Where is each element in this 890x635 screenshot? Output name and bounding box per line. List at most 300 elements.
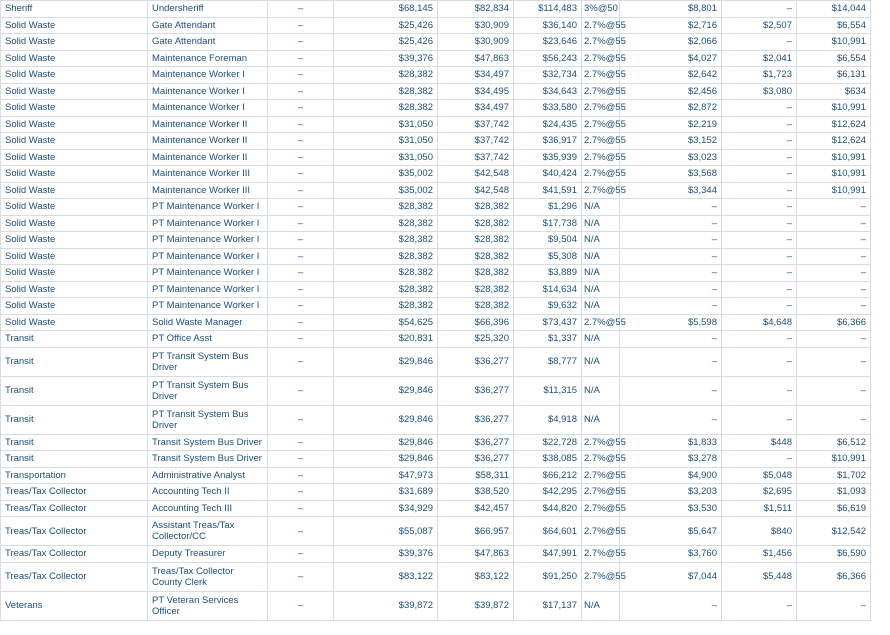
flag-cell: – [268,517,334,546]
benefit-a-cell: $3,568 [620,166,722,183]
benefit-a-cell: $3,203 [620,484,722,501]
benefit-a-cell: – [620,248,722,265]
job-title-cell: Deputy Treasurer [148,546,268,563]
job-title-cell: PT Maintenance Worker I [148,199,268,216]
department-cell: Solid Waste [1,133,148,150]
benefit-c-cell: – [797,331,871,348]
table-body [1,1,871,621]
benefit-a-cell: $3,152 [620,133,722,150]
total-pay-cell: $1,337 [514,331,582,348]
table-row [1,591,871,620]
department-cell: Transportation [1,467,148,484]
benefit-a-cell: $2,872 [620,100,722,117]
benefit-a-cell: – [620,281,722,298]
salary-min-cell: $20,831 [334,331,438,348]
department-cell: Solid Waste [1,67,148,84]
job-title-cell: Maintenance Foreman [148,50,268,67]
benefit-a-cell: – [620,232,722,249]
benefit-c-cell: $6,619 [797,500,871,517]
flag-cell: – [268,248,334,265]
flag-cell: – [268,500,334,517]
benefit-b-cell: – [722,376,797,405]
total-pay-cell: $36,140 [514,17,582,34]
benefit-a-cell: $8,801 [620,1,722,18]
benefit-b-cell: – [722,182,797,199]
department-cell: Solid Waste [1,298,148,315]
retirement-formula-cell: 2.7%@55 [582,34,620,51]
retirement-formula-cell: N/A [582,248,620,265]
flag-cell: – [268,331,334,348]
salary-min-cell: $28,382 [334,100,438,117]
benefit-c-cell: $10,991 [797,100,871,117]
benefit-c-cell: – [797,298,871,315]
table-row [1,248,871,265]
benefit-c-cell: $12,542 [797,517,871,546]
benefit-c-cell: $12,624 [797,133,871,150]
benefit-c-cell: $1,093 [797,484,871,501]
benefit-a-cell: – [620,376,722,405]
salary-min-cell: $29,846 [334,434,438,451]
table-row [1,166,871,183]
salary-min-cell: $28,382 [334,199,438,216]
table-row [1,199,871,216]
flag-cell: – [268,133,334,150]
retirement-formula-cell: 2.7%@55 [582,562,620,591]
salary-min-cell: $29,846 [334,405,438,434]
benefit-b-cell: – [722,34,797,51]
salary-max-cell: $28,382 [438,298,514,315]
retirement-formula-cell: N/A [582,347,620,376]
flag-cell: – [268,467,334,484]
salary-max-cell: $37,742 [438,133,514,150]
retirement-formula-cell: 2.7%@55 [582,500,620,517]
salary-min-cell: $28,382 [334,67,438,84]
salary-max-cell: $42,548 [438,166,514,183]
job-title-cell: PT Maintenance Worker I [148,298,268,315]
department-cell: Solid Waste [1,100,148,117]
benefit-b-cell: – [722,281,797,298]
benefit-b-cell: – [722,248,797,265]
table-row [1,182,871,199]
salary-min-cell: $31,050 [334,149,438,166]
retirement-formula-cell: 2.7%@55 [582,67,620,84]
benefit-a-cell: $5,598 [620,314,722,331]
retirement-formula-cell: N/A [582,331,620,348]
salary-max-cell: $39,872 [438,591,514,620]
salary-min-cell: $83,122 [334,562,438,591]
table-row [1,500,871,517]
department-cell: Solid Waste [1,149,148,166]
table-row [1,562,871,591]
department-cell: Transit [1,331,148,348]
salary-min-cell: $68,145 [334,1,438,18]
salary-max-cell: $47,863 [438,546,514,563]
table-row [1,149,871,166]
total-pay-cell: $66,212 [514,467,582,484]
flag-cell: – [268,166,334,183]
job-title-cell: PT Transit System Bus Driver [148,347,268,376]
retirement-formula-cell: 2.7%@55 [582,484,620,501]
total-pay-cell: $41,591 [514,182,582,199]
salary-max-cell: $58,311 [438,467,514,484]
salary-max-cell: $28,382 [438,232,514,249]
salary-max-cell: $36,277 [438,434,514,451]
table-row [1,376,871,405]
department-cell: Solid Waste [1,34,148,51]
table-row [1,34,871,51]
benefit-c-cell: $14,044 [797,1,871,18]
job-title-cell: Transit System Bus Driver [148,434,268,451]
benefit-c-cell: $10,991 [797,451,871,468]
department-cell: Transit [1,434,148,451]
benefit-a-cell: $2,066 [620,34,722,51]
retirement-formula-cell: 2.7%@55 [582,50,620,67]
benefit-b-cell: – [722,116,797,133]
department-cell: Solid Waste [1,232,148,249]
department-cell: Treas/Tax Collector [1,562,148,591]
benefit-a-cell: – [620,199,722,216]
salary-min-cell: $31,050 [334,116,438,133]
benefit-b-cell: $840 [722,517,797,546]
salary-min-cell: $39,376 [334,50,438,67]
benefit-b-cell: – [722,298,797,315]
retirement-formula-cell: 2.7%@55 [582,149,620,166]
flag-cell: – [268,116,334,133]
salary-max-cell: $28,382 [438,265,514,282]
total-pay-cell: $73,437 [514,314,582,331]
benefit-b-cell: $2,041 [722,50,797,67]
salary-max-cell: $36,277 [438,376,514,405]
table-row [1,265,871,282]
salary-max-cell: $34,495 [438,83,514,100]
table-row [1,347,871,376]
table-row [1,67,871,84]
total-pay-cell: $17,738 [514,215,582,232]
salary-max-cell: $66,396 [438,314,514,331]
retirement-formula-cell: 2.7%@55 [582,434,620,451]
retirement-formula-cell: N/A [582,591,620,620]
retirement-formula-cell: N/A [582,298,620,315]
salary-max-cell: $38,520 [438,484,514,501]
table-row [1,83,871,100]
benefit-b-cell: – [722,232,797,249]
total-pay-cell: $3,889 [514,265,582,282]
job-title-cell: Solid Waste Manager [148,314,268,331]
total-pay-cell: $56,243 [514,50,582,67]
retirement-formula-cell: N/A [582,215,620,232]
benefit-a-cell: $3,760 [620,546,722,563]
job-title-cell: PT Maintenance Worker I [148,281,268,298]
benefit-b-cell: – [722,100,797,117]
total-pay-cell: $36,917 [514,133,582,150]
total-pay-cell: $47,991 [514,546,582,563]
department-cell: Transit [1,347,148,376]
department-cell: Solid Waste [1,248,148,265]
job-title-cell: Gate Attendant [148,34,268,51]
job-title-cell: Transit System Bus Driver [148,451,268,468]
flag-cell: – [268,50,334,67]
total-pay-cell: $40,424 [514,166,582,183]
benefit-b-cell: $5,448 [722,562,797,591]
benefit-b-cell: – [722,591,797,620]
job-title-cell: Administrative Analyst [148,467,268,484]
salary-min-cell: $29,846 [334,451,438,468]
benefit-b-cell: – [722,331,797,348]
salary-max-cell: $28,382 [438,281,514,298]
retirement-formula-cell: 2.7%@55 [582,451,620,468]
salary-min-cell: $35,002 [334,182,438,199]
flag-cell: – [268,314,334,331]
job-title-cell: Assistant Treas/Tax Collector/CC [148,517,268,546]
benefit-c-cell: $10,991 [797,149,871,166]
benefit-b-cell: – [722,451,797,468]
benefit-a-cell: $2,219 [620,116,722,133]
flag-cell: – [268,17,334,34]
department-cell: Solid Waste [1,83,148,100]
table-row [1,133,871,150]
benefit-c-cell: – [797,347,871,376]
department-cell: Solid Waste [1,17,148,34]
total-pay-cell: $11,315 [514,376,582,405]
table-row [1,215,871,232]
retirement-formula-cell: N/A [582,281,620,298]
flag-cell: – [268,182,334,199]
job-title-cell: Maintenance Worker II [148,133,268,150]
salary-max-cell: $36,277 [438,405,514,434]
table-row [1,314,871,331]
table-row [1,50,871,67]
total-pay-cell: $17,137 [514,591,582,620]
flag-cell: – [268,215,334,232]
total-pay-cell: $35,939 [514,149,582,166]
total-pay-cell: $9,632 [514,298,582,315]
salary-max-cell: $83,122 [438,562,514,591]
salary-min-cell: $55,087 [334,517,438,546]
job-title-cell: Maintenance Worker I [148,83,268,100]
benefit-a-cell: $4,027 [620,50,722,67]
table-row [1,517,871,546]
benefit-a-cell: $3,023 [620,149,722,166]
benefit-c-cell: $10,991 [797,182,871,199]
retirement-formula-cell: N/A [582,265,620,282]
benefit-c-cell: $12,624 [797,116,871,133]
benefit-b-cell: – [722,265,797,282]
retirement-formula-cell: N/A [582,376,620,405]
flag-cell: – [268,298,334,315]
table-row [1,298,871,315]
benefit-c-cell: $6,131 [797,67,871,84]
salary-max-cell: $30,909 [438,34,514,51]
benefit-a-cell: $3,530 [620,500,722,517]
salary-max-cell: $42,548 [438,182,514,199]
total-pay-cell: $23,646 [514,34,582,51]
benefit-b-cell: $4,648 [722,314,797,331]
flag-cell: – [268,562,334,591]
table-row [1,484,871,501]
retirement-formula-cell: N/A [582,232,620,249]
department-cell: Treas/Tax Collector [1,500,148,517]
salary-max-cell: $36,277 [438,347,514,376]
job-title-cell: Maintenance Worker I [148,100,268,117]
job-title-cell: Undersheriff [148,1,268,18]
benefit-c-cell: – [797,281,871,298]
salary-max-cell: $82,834 [438,1,514,18]
benefit-c-cell: $10,991 [797,34,871,51]
benefit-a-cell: – [620,215,722,232]
table-row [1,100,871,117]
benefit-a-cell: – [620,331,722,348]
retirement-formula-cell: 2.7%@55 [582,314,620,331]
total-pay-cell: $24,435 [514,116,582,133]
department-cell: Solid Waste [1,116,148,133]
benefit-a-cell: – [620,591,722,620]
salary-max-cell: $37,742 [438,116,514,133]
department-cell: Transit [1,451,148,468]
salary-max-cell: $34,497 [438,67,514,84]
benefit-b-cell: $2,695 [722,484,797,501]
benefit-b-cell: – [722,347,797,376]
retirement-formula-cell: 3%@50 [582,1,620,18]
benefit-a-cell: $2,716 [620,17,722,34]
salary-min-cell: $25,426 [334,17,438,34]
benefit-b-cell: $448 [722,434,797,451]
table-row [1,546,871,563]
benefit-c-cell: $6,554 [797,50,871,67]
flag-cell: – [268,591,334,620]
salary-min-cell: $25,426 [334,34,438,51]
flag-cell: – [268,546,334,563]
salary-min-cell: $54,625 [334,314,438,331]
benefit-a-cell: $3,278 [620,451,722,468]
job-title-cell: Accounting Tech II [148,484,268,501]
benefit-c-cell: $634 [797,83,871,100]
benefit-b-cell: $1,511 [722,500,797,517]
salary-min-cell: $39,376 [334,546,438,563]
department-cell: Treas/Tax Collector [1,484,148,501]
benefit-c-cell: – [797,232,871,249]
benefit-a-cell: $4,900 [620,467,722,484]
salary-max-cell: $28,382 [438,215,514,232]
salary-min-cell: $28,382 [334,265,438,282]
benefit-c-cell: $6,512 [797,434,871,451]
retirement-formula-cell: 2.7%@55 [582,116,620,133]
benefit-c-cell: – [797,199,871,216]
retirement-formula-cell: N/A [582,199,620,216]
total-pay-cell: $22,728 [514,434,582,451]
department-cell: Transit [1,376,148,405]
benefit-a-cell: $2,456 [620,83,722,100]
salary-min-cell: $29,846 [334,347,438,376]
flag-cell: – [268,451,334,468]
benefit-a-cell: $3,344 [620,182,722,199]
retirement-formula-cell: 2.7%@55 [582,517,620,546]
benefit-b-cell: $5,048 [722,467,797,484]
flag-cell: – [268,34,334,51]
total-pay-cell: $91,250 [514,562,582,591]
benefit-a-cell: – [620,347,722,376]
benefit-a-cell: $7,044 [620,562,722,591]
benefit-b-cell: $1,723 [722,67,797,84]
job-title-cell: PT Office Asst [148,331,268,348]
total-pay-cell: $5,308 [514,248,582,265]
benefit-b-cell: – [722,405,797,434]
flag-cell: – [268,83,334,100]
total-pay-cell: $1,296 [514,199,582,216]
benefit-c-cell: – [797,591,871,620]
total-pay-cell: $114,483 [514,1,582,18]
benefit-c-cell: – [797,405,871,434]
benefit-a-cell: $5,647 [620,517,722,546]
department-cell: Veterans [1,591,148,620]
salary-min-cell: $28,382 [334,248,438,265]
department-cell: Treas/Tax Collector [1,517,148,546]
benefit-b-cell: – [722,215,797,232]
job-title-cell: PT Transit System Bus Driver [148,376,268,405]
table-row [1,467,871,484]
benefit-a-cell: – [620,265,722,282]
benefit-c-cell: $6,366 [797,314,871,331]
salary-min-cell: $31,050 [334,133,438,150]
job-title-cell: Gate Attendant [148,17,268,34]
job-title-cell: PT Veteran Services Officer [148,591,268,620]
job-title-cell: PT Maintenance Worker I [148,215,268,232]
salary-min-cell: $28,382 [334,281,438,298]
table-row [1,232,871,249]
retirement-formula-cell: 2.7%@55 [582,467,620,484]
table-row [1,405,871,434]
department-cell: Solid Waste [1,215,148,232]
department-cell: Transit [1,405,148,434]
retirement-formula-cell: 2.7%@55 [582,546,620,563]
benefit-b-cell: – [722,133,797,150]
job-title-cell: PT Maintenance Worker I [148,265,268,282]
benefit-c-cell: $1,702 [797,467,871,484]
benefit-a-cell: $1,833 [620,434,722,451]
benefit-c-cell: $6,366 [797,562,871,591]
benefit-b-cell: – [722,149,797,166]
salary-min-cell: $34,929 [334,500,438,517]
retirement-formula-cell: 2.7%@55 [582,100,620,117]
salary-max-cell: $42,457 [438,500,514,517]
total-pay-cell: $44,820 [514,500,582,517]
department-cell: Solid Waste [1,182,148,199]
flag-cell: – [268,405,334,434]
benefit-b-cell: – [722,1,797,18]
salary-max-cell: $37,742 [438,149,514,166]
salary-min-cell: $28,382 [334,232,438,249]
total-pay-cell: $42,295 [514,484,582,501]
job-title-cell: PT Transit System Bus Driver [148,405,268,434]
benefit-a-cell: $2,642 [620,67,722,84]
retirement-formula-cell: 2.7%@55 [582,17,620,34]
table-row [1,331,871,348]
table-row [1,116,871,133]
salary-min-cell: $29,846 [334,376,438,405]
salary-min-cell: $28,382 [334,298,438,315]
flag-cell: – [268,484,334,501]
job-title-cell: PT Maintenance Worker I [148,248,268,265]
department-cell: Sheriff [1,1,148,18]
total-pay-cell: $34,643 [514,83,582,100]
job-title-cell: Maintenance Worker II [148,116,268,133]
department-cell: Solid Waste [1,50,148,67]
total-pay-cell: $33,580 [514,100,582,117]
department-cell: Solid Waste [1,265,148,282]
salary-max-cell: $36,277 [438,451,514,468]
salary-min-cell: $28,382 [334,83,438,100]
department-cell: Solid Waste [1,166,148,183]
flag-cell: – [268,232,334,249]
